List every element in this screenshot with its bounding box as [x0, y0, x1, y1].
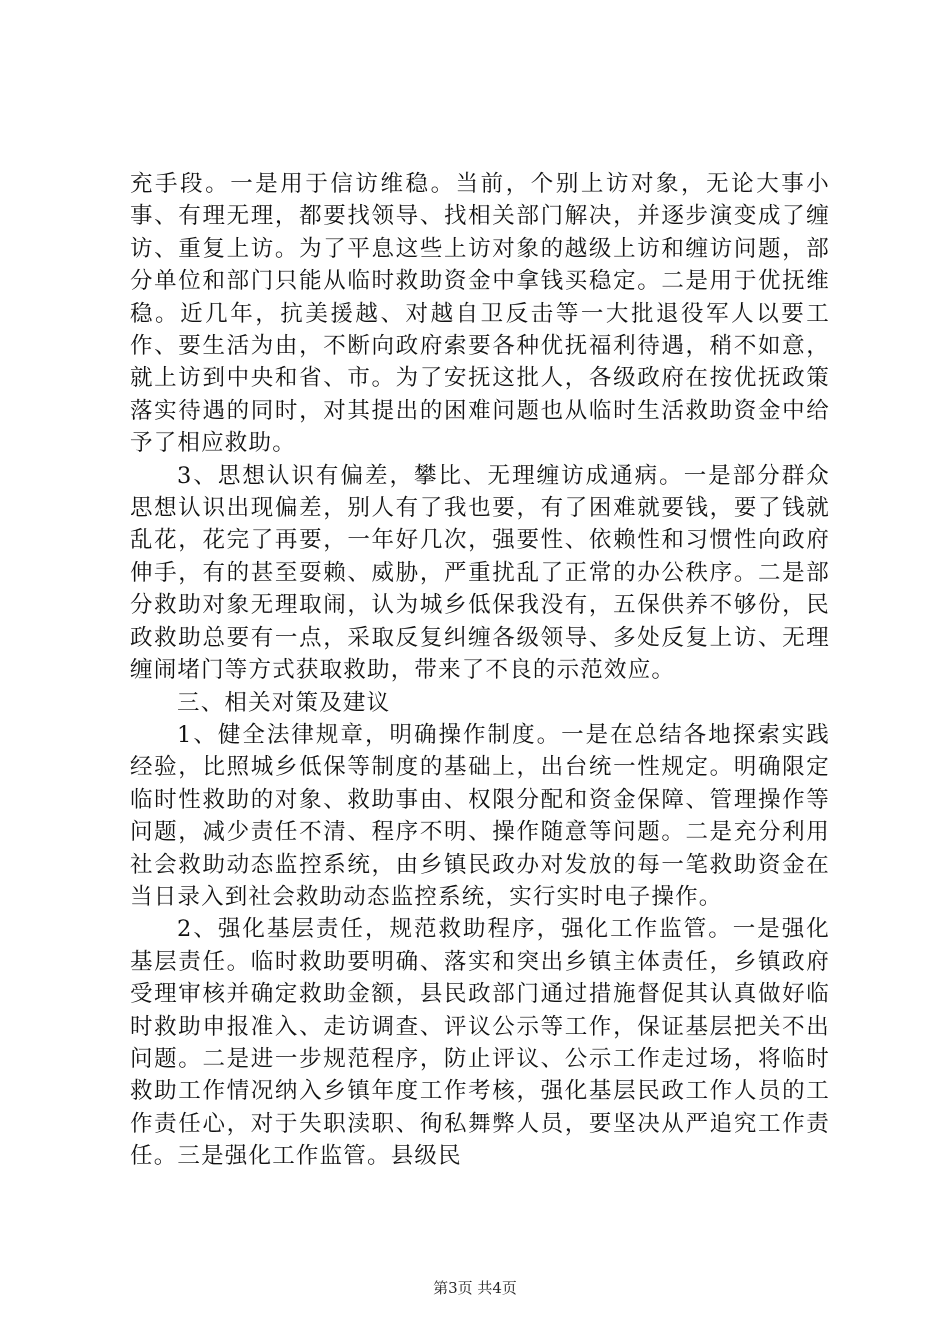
paragraph-4: 2、强化基层责任，规范救助程序，强化工作监管。一是强化基层责任。临时救助要明确、落实和突出乡镇主体责任，乡镇政府受理审核并确定救助金额，县民政部门通过措施督促其认真做好临时救助申报准入、走访调查、评议公示等工作，保证基层把关不出问题。二是进一步规范程序，防止评议、公示工作走过场，将临时救助工作情况纳入乡镇年度工作考核，强化基层民政工作人员的工作责任心，对于失职渎职、徇私舞弊人员，要坚决从严追究工作责任。三是强化工作监管。县级民: [130, 916, 830, 1170]
section-heading: 三、相关对策及建议: [177, 689, 391, 716]
document-body: [130, 168, 830, 1173]
paragraph-3: 1、健全法律规章，明确操作制度。一是在总结各地探索实践经验，比照城乡低保等制度的基础上，出台统一性规定。明确限定临时性救助的对象、救助事由、权限分配和资金保障、管理操作等问题，减少责任不清、程序不明、操作随意等问题。二是充分利用社会救助动态监控系统，由乡镇民政办对发放的每一笔救助资金在当日录入到社会救助动态监控系统，实行实时电子操作。: [130, 721, 830, 910]
paragraph-1: 充手段。一是用于信访维稳。当前，个别上访对象，无论大事小事、有理无理，都要找领导、找相关部门解决，并逐步演变成了缠访、重复上访。为了平息这些上访对象的越级上访和缠访问题，部分单位和部门只能从临时救助资金中拿钱买稳定。二是用于优抚维稳。近几年，抗美援越、对越自卫反击等一大批退役军人以要工作、要生活为由，不断向政府索要各种优抚福利待遇，稍不如意，就上访到中央和省、市。为了安抚这批人，各级政府在按优抚政策落实待遇的同时，对其提出的困难问题也从临时生活救助资金中给予了相应救助。: [130, 171, 830, 457]
paragraph-2: 3、思想认识有偏差，攀比、无理缠访成通病。一是部分群众思想认识出现偏差，别人有了我也要，有了困难就要钱，要了钱就乱花，花完了再要，一年好几次，强要性、依赖性和习惯性向政府伸手，有的甚至耍赖、威胁，严重扰乱了正常的办公秩序。二是部分救助对象无理取闹，认为城乡低保我没有，五保供养不够份，民政救助总要有一点，采取反复纠缠各级领导、多处反复上访、无理缠闹堵门等方式获取救助，带来了不良的示范效应。: [130, 462, 830, 684]
page-number-footer: 第3页 共4页: [433, 1279, 517, 1297]
